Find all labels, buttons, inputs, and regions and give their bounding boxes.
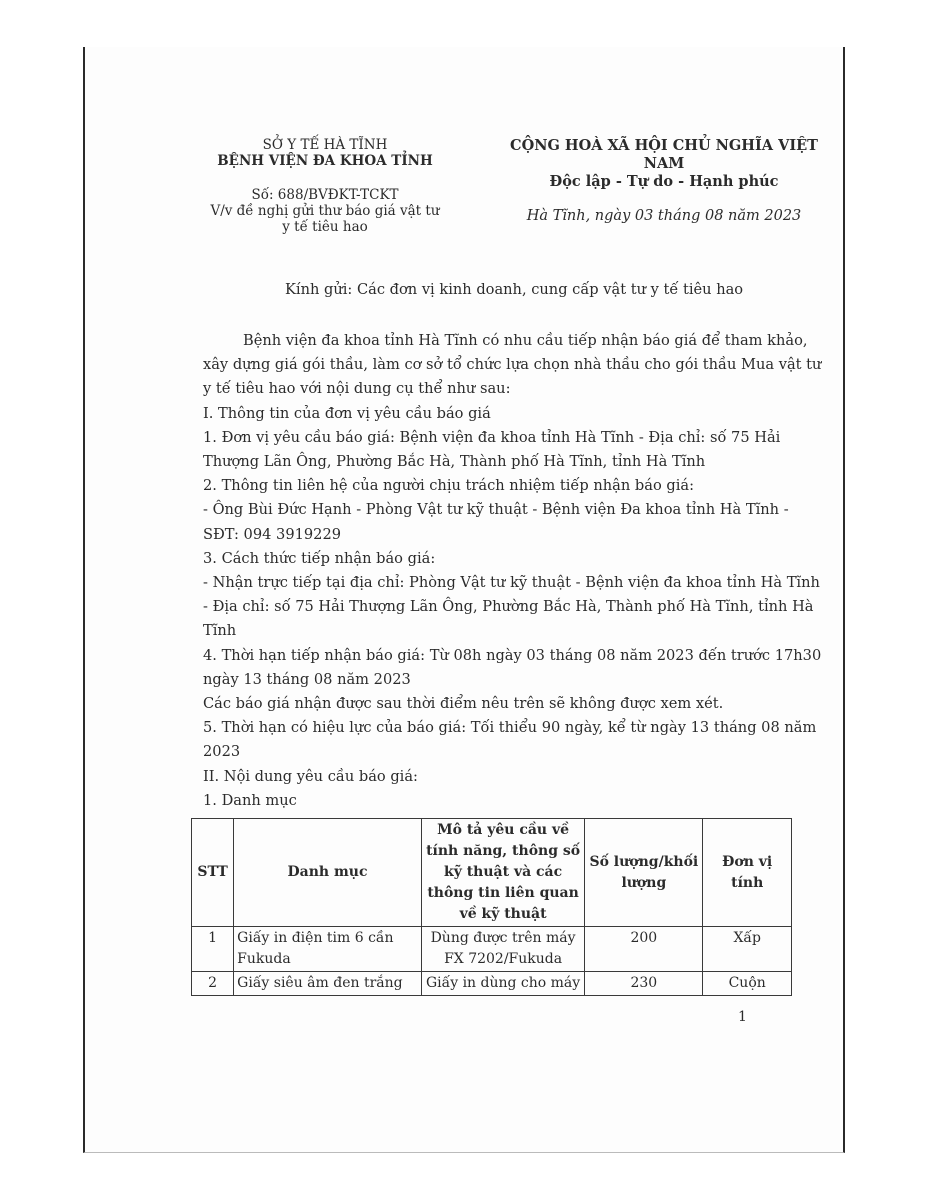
item-5: 5. Thời hạn có hiệu lực của báo giá: Tối thiểu 90 ngày, kể từ ngày 13 tháng 08 năm 2023 xyxy=(203,719,817,761)
row-stt: 2 xyxy=(192,972,234,996)
row-stt: 1 xyxy=(192,927,234,972)
document-page xyxy=(83,47,845,1153)
row-description: Giấy in dùng cho máy xyxy=(421,972,584,996)
item-2-detail: - Ông Bùi Đức Hạnh - Phòng Vật tư kỹ thuật - Bệnh viện Đa khoa tỉnh Hà Tĩnh - SĐT: 094 3919229 xyxy=(203,501,789,543)
table-row xyxy=(192,927,792,972)
item-3: 3. Cách thức tiếp nhận báo giá: xyxy=(203,549,436,567)
header-unit: Đơn vị tính xyxy=(703,819,792,927)
table-header-row xyxy=(192,819,792,927)
issuer-block xyxy=(205,137,445,235)
row-name: Giấy siêu âm đen trắng xyxy=(234,972,422,996)
national-motto-block xyxy=(496,137,832,225)
table-row xyxy=(192,972,792,996)
hospital-name: BỆNH VIỆN ĐA KHOA TỈNH xyxy=(217,153,433,169)
document-number: Số: 688/BVĐKT-TCKT xyxy=(251,187,399,203)
item-4: 4. Thời hạn tiếp nhận báo giá: Từ 08h ngày 03 tháng 08 năm 2023 đến trước 17h30 ngày 13 tháng 08 năm 2023 xyxy=(203,646,822,688)
national-title: CỘNG HOÀ XÃ HỘI CHỦ NGHĨA VIỆT NAM xyxy=(510,137,818,172)
row-name: Giấy in điện tim 6 cần Fukuda xyxy=(234,927,422,972)
page-number: 1 xyxy=(738,1009,747,1025)
subject-line-1: V/v đề nghị gửi thư báo giá vật tư xyxy=(210,203,440,219)
row-quantity: 230 xyxy=(585,972,703,996)
subject-line-2: y tế tiêu hao xyxy=(282,219,368,235)
header-quantity: Số lượng/khối lượng xyxy=(585,819,703,927)
section-2-heading: II. Nội dung yêu cầu báo giá: xyxy=(203,767,418,785)
row-quantity: 200 xyxy=(585,927,703,972)
section-1-heading: I. Thông tin của đơn vị yêu cầu báo giá xyxy=(203,404,491,422)
row-unit: Cuộn xyxy=(703,972,792,996)
header-description: Mô tả yêu cầu về tính năng, thông số kỹ thuật và các thông tin liên quan về kỹ thuật xyxy=(421,819,584,927)
recipient-line: Kính gửi: Các đơn vị kinh doanh, cung cấp vật tư y tế tiêu hao xyxy=(285,281,744,298)
item-table xyxy=(191,818,792,996)
row-description: Dùng được trên máy FX 7202/Fukuda xyxy=(421,927,584,972)
letter-body xyxy=(203,329,825,813)
header-stt: STT xyxy=(192,819,234,927)
intro-paragraph: Bệnh viện đa khoa tỉnh Hà Tĩnh có nhu cầu tiếp nhận báo giá để tham khảo, xây dựng giá gói thầu, làm cơ sở tổ chức lựa chọn nhà thầu cho gói thầu Mua vật tư y tế tiêu hao với nội dung cụ thể như sau: xyxy=(203,332,822,398)
item-3-detail: - Nhận trực tiếp tại địa chỉ: Phòng Vật tư kỹ thuật - Bệnh viện đa khoa tỉnh Hà Tĩnh - Địa chỉ: số 75 Hải Thượng Lãn Ông, Phường Bắc Hà, Thành phố Hà Tĩnh, tỉnh Hà Tĩnh xyxy=(203,574,820,640)
item-2: 2. Thông tin liên hệ của người chịu trách nhiệm tiếp nhận báo giá: xyxy=(203,477,694,495)
row-unit: Xấp xyxy=(703,927,792,972)
national-motto: Độc lập - Tự do - Hạnh phúc xyxy=(549,173,779,190)
ministry-name: SỞ Y TẾ HÀ TĨNH xyxy=(262,137,388,153)
item-4-note: Các báo giá nhận được sau thời điểm nêu trên sẽ không được xem xét. xyxy=(203,695,724,713)
document-date: Hà Tĩnh, ngày 03 tháng 08 năm 2023 xyxy=(526,208,802,224)
item-1: 1. Đơn vị yêu cầu báo giá: Bệnh viện đa khoa tỉnh Hà Tĩnh - Địa chỉ: số 75 Hải Thượng Lãn Ông, Phường Bắc Hà, Thành phố Hà Tĩnh, tỉnh Hà Tĩnh xyxy=(203,428,781,471)
list-title: 1. Danh mục xyxy=(203,791,297,809)
header-name: Danh mục xyxy=(234,819,422,927)
